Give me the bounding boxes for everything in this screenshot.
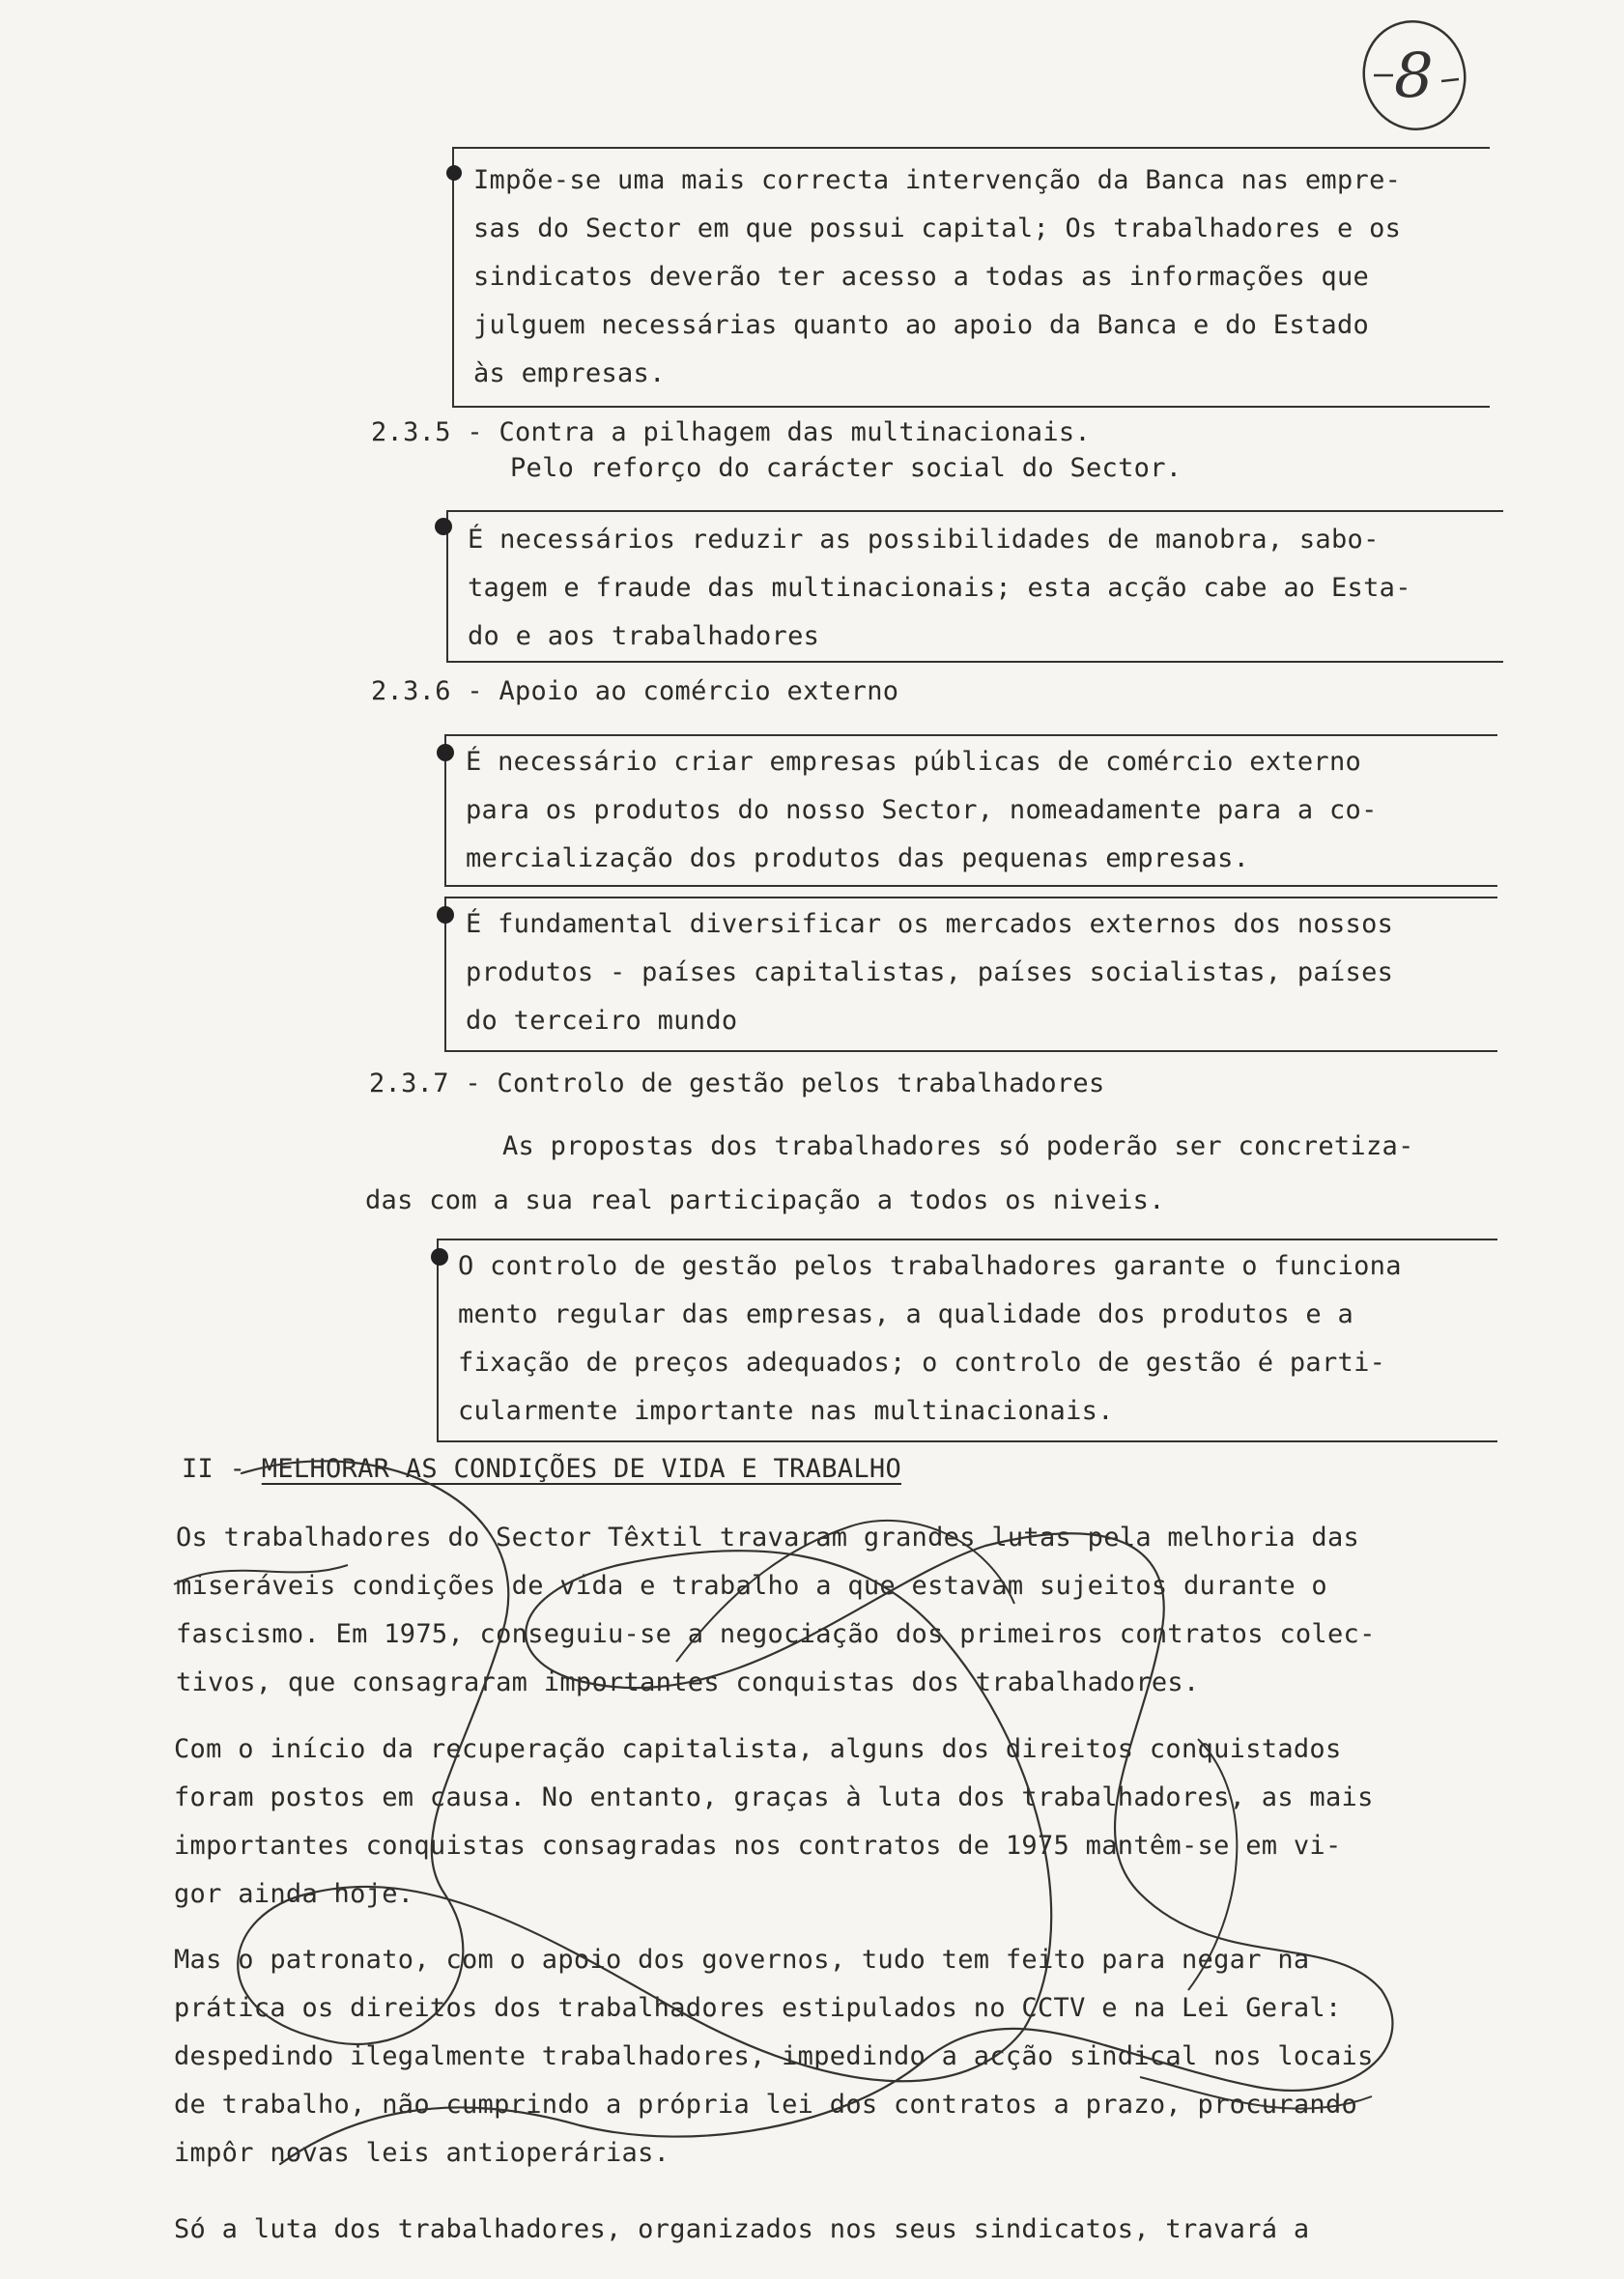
section-2-3-7-body-line: das com a sua real participação a todos os niveis.	[365, 1185, 1165, 1215]
section-2-3-7-body-line: As propostas dos trabalhadores só poderão ser concretiza-	[502, 1131, 1414, 1161]
chapter-title: MELHORAR AS CONDIÇÕES DE VIDA E TRABALHO	[261, 1454, 901, 1484]
box-line: sas do Sector em que possui capital; Os trabalhadores e os	[473, 214, 1402, 243]
box-line: sindicatos deverão ter acesso a todas as informações que	[473, 262, 1370, 292]
body-paragraph	[174, 1936, 1374, 2178]
box-line: para os produtos do nosso Sector, nomeadamente para a co-	[466, 795, 1378, 825]
paragraph-line: prática os direitos dos trabalhadores estipulados no CCTV e na Lei Geral:	[174, 1993, 1342, 2023]
bullet-icon	[435, 518, 452, 535]
paragraph-line: miseráveis condições de vida e trabalho a que estavam sujeitos durante o	[176, 1571, 1327, 1601]
paragraph-line: foram postos em causa. No entanto, graças à luta dos trabalhadores, as mais	[174, 1782, 1374, 1812]
box-line: do terceiro mundo	[466, 1006, 738, 1036]
box-line: É necessário criar empresas públicas de comércio externo	[466, 747, 1362, 777]
info-box-multinacionais	[446, 510, 1503, 663]
page-number-text: 8	[1394, 41, 1434, 112]
section-2-3-7-heading: 2.3.7 - Controlo de gestão pelos trabalhadores	[369, 1068, 1105, 1098]
box-line: do e aos trabalhadores	[468, 621, 820, 651]
box-line: julguem necessárias quanto ao apoio da Banca e do Estado	[473, 310, 1370, 340]
box-line: às empresas.	[473, 358, 666, 388]
paragraph-line: Os trabalhadores do Sector Têxtil travaram grandes lutas pela melhoria das	[176, 1523, 1360, 1553]
section-2-3-5-subheading: Pelo reforço do carácter social do Sector.	[510, 453, 1182, 483]
body-paragraph	[174, 2206, 1309, 2254]
box-line: É fundamental diversificar os mercados externos dos nossos	[466, 909, 1394, 939]
bullet-icon	[437, 906, 454, 924]
info-box-controlo-gestao	[437, 1239, 1497, 1442]
bullet-icon	[446, 165, 462, 181]
box-line: mento regular das empresas, a qualidade dos produtos e a	[458, 1299, 1354, 1329]
paragraph-line: Com o início da recuperação capitalista, alguns dos direitos conquistados	[174, 1734, 1342, 1764]
box-line: É necessários reduzir as possibilidades de manobra, sabo-	[468, 525, 1380, 555]
box-line: tagem e fraude das multinacionais; esta acção cabe ao Esta-	[468, 573, 1411, 603]
paragraph-line: Só a luta dos trabalhadores, organizados nos seus sindicatos, travará a	[174, 2214, 1310, 2244]
paragraph-line: Mas o patronato, com o apoio dos governos, tudo tem feito para negar na	[174, 1945, 1310, 1975]
box-line: Impõe-se uma mais correcta intervenção da Banca nas empre-	[473, 165, 1402, 195]
chapter-number: II -	[182, 1454, 262, 1484]
box-line: cularmente importante nas multinacionais.	[458, 1396, 1114, 1426]
paragraph-line: gor ainda hoje.	[174, 1879, 414, 1909]
paragraph-line: impôr novas leis antioperárias.	[174, 2138, 670, 2168]
info-box-mercados-externos	[444, 897, 1497, 1052]
box-line: fixação de preços adequados; o controlo de gestão é parti-	[458, 1348, 1386, 1378]
paragraph-line: fascismo. Em 1975, conseguiu-se a negociação dos primeiros contratos colec-	[176, 1619, 1376, 1649]
box-line: produtos - países capitalistas, países socialistas, países	[466, 957, 1394, 987]
section-2-3-6-heading: 2.3.6 - Apoio ao comércio externo	[371, 676, 899, 706]
box-line: O controlo de gestão pelos trabalhadores garante o funciona	[458, 1251, 1402, 1281]
bullet-icon	[431, 1248, 448, 1266]
body-paragraph	[176, 1514, 1376, 1707]
paragraph-line: despedindo ilegalmente trabalhadores, impedindo a acção sindical nos locais	[174, 2041, 1374, 2071]
info-box-empresas-publicas	[444, 734, 1497, 887]
body-paragraph	[174, 1725, 1374, 1919]
paragraph-line: de trabalho, não cumprindo a própria lei dos contratos a prazo, procurando	[174, 2090, 1358, 2120]
chapter-heading	[182, 1445, 901, 1494]
box-line: mercialização dos produtos das pequenas empresas.	[466, 843, 1250, 873]
info-box-banca	[452, 147, 1490, 408]
paragraph-line: tivos, que consagraram importantes conquistas dos trabalhadores.	[176, 1667, 1200, 1697]
bullet-icon	[437, 744, 454, 761]
section-2-3-5-heading: 2.3.5 - Contra a pilhagem das multinacionais.	[371, 417, 1091, 447]
paragraph-line: importantes conquistas consagradas nos contratos de 1975 mantêm-se em vi-	[174, 1831, 1342, 1861]
